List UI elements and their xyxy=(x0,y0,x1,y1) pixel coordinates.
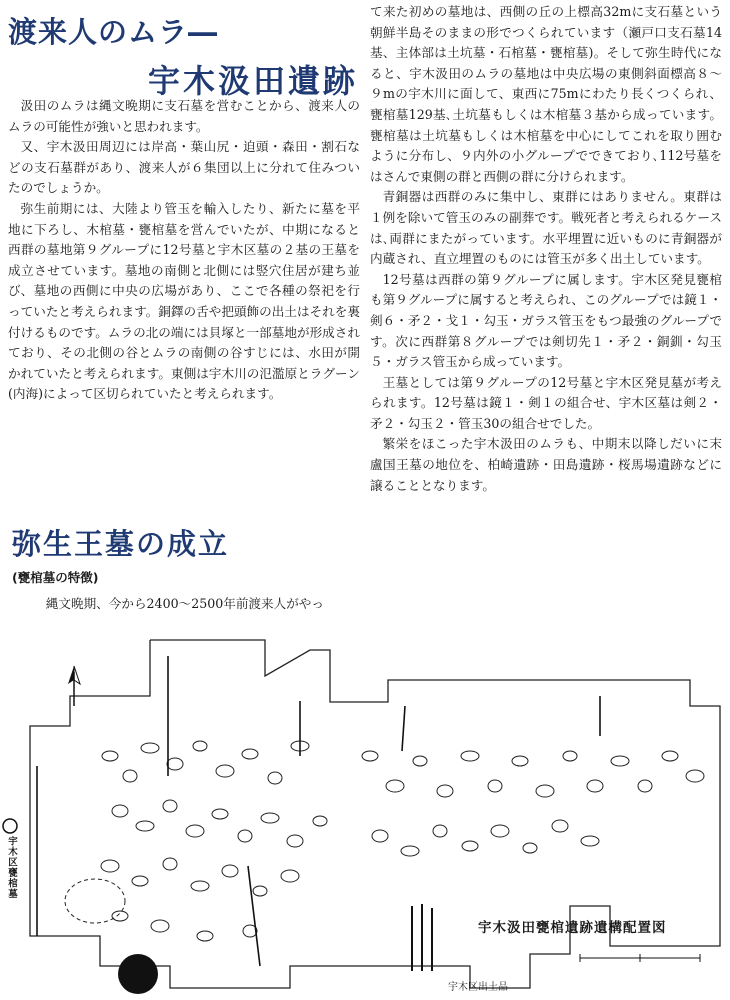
page-title-line1: 渡来人のムラ― xyxy=(8,15,219,49)
section-title: 弥生王墓の成立 xyxy=(12,527,230,561)
site-plan-map xyxy=(0,636,730,1000)
section-subtitle: (甕棺墓の特徴) xyxy=(12,570,99,585)
right-paragraph-2: 青銅器は西群のみに集中し、東群にはありません。東群は１例を除いて管玉のみの副葬です。戦死者と考えられるケースは､両群にまたがっています。水平埋置に近いものに青銅器が内蔵され、直立埋置のものには管玉が多く出土しています。 xyxy=(370,189,722,267)
left-column-text xyxy=(8,96,360,486)
right-paragraph-5: 繁栄をほこった宇木汲田のムラも、中期末以降しだいに末盧国王墓の地位を、柏崎遺跡・田島遺跡・桜馬場遺跡などに譲ることとなります。 xyxy=(370,436,722,493)
jar-burial-features xyxy=(101,741,704,941)
royal-grave-marker xyxy=(118,954,158,994)
right-paragraph-3: 12号墓は西群の第９グループに属します。宇木区発見甕棺も第９グループに属すると考えられ、このグループでは鏡１・剣６・矛２・戈１・勾玉・ガラス管玉をもつ最強のグループです。次に西群第８グループでは剣切先１・矛２・銅釧・勾玉５・ガラス管玉から成っています。 xyxy=(370,271,722,370)
right-paragraph-4: 王墓としては第９グループの12号墓と宇木区発見墓が考えられます。12号墓は鏡１・剣１の組合せ、宇木区墓は剣２・矛２・勾玉２・管玉30の組合せでした。 xyxy=(370,374,722,431)
dashed-area-outline xyxy=(65,879,125,923)
scale-bar xyxy=(580,954,700,962)
finds-label: 宇木区出土品 xyxy=(448,982,508,993)
left-paragraph-2: 又、宇木汲田周辺には岸高・葉山尻・迫頭・森田・割石などの支石墓群があり、渡来人が６集団以上に分れて住みついたのでしょうか。 xyxy=(8,139,360,196)
section-lead: 縄文晩期、今から2400～2500年前渡来人がやっ xyxy=(45,596,324,611)
left-paragraph-3: 弥生前期には、大陸より管玉を輸入したり、新たに墓を平地に下ろし、木棺墓・甕棺墓を営んでいたが、中期になると西群の墓地第９グループに12号墓と宇木区墓の２基の王墓を成立させています。墓地の南側と北側には竪穴住居が建ち並び、墓地の西側に中央の広場があり、ここで各種の祭祀を行っていたと考えられます。銅鐸の舌や把頭飾の出土はそれを裏付けるものです。ムラの北の端には貝塚と一部墓地が形成されており、その北側の谷とムラの南側の谷すじには、水田が開かれていたと考えられます。東側は宇木川の氾濫原とラグーン(内海)によって区切られていたと考えられます。 xyxy=(8,200,360,402)
left-site-marker xyxy=(3,819,17,833)
map-caption: 宇木汲田甕棺遺跡遺構配置図 xyxy=(478,920,667,936)
right-paragraph-1: て来た初めの墓地は、西側の丘の上標高32mに支石墓という朝鮮半島そのままの形でつくられています（瀬戸口支石墓14基、主体部は土坑墓・石棺墓・甕棺墓)。そして弥生時代になると、宇木汲田のムラの墓地は中央広場の東側斜面標高８～９mの宇木川に面して、東西に75mにわたり長くつくられ、甕棺墓129基､土坑墓もしくは木棺墓３基から成っています。甕棺墓は土坑墓もしくは木棺墓を中心にしてこれを取り囲むように分布し、９内外の小グループでできており､112号墓をはさんで東側の群と西側の群に分けられます。 xyxy=(370,4,722,184)
excavated-items xyxy=(412,904,432,971)
page-title-line2: 宇木汲田遺跡 xyxy=(148,62,359,100)
right-column-text xyxy=(370,2,722,622)
left-paragraph-1: 汲田のムラは縄文晩期に支石墓を営むことから、渡来人のムラの可能性が強いと思われます。 xyxy=(8,98,360,134)
left-map-label: 宇木区甕棺墓 xyxy=(6,836,17,899)
